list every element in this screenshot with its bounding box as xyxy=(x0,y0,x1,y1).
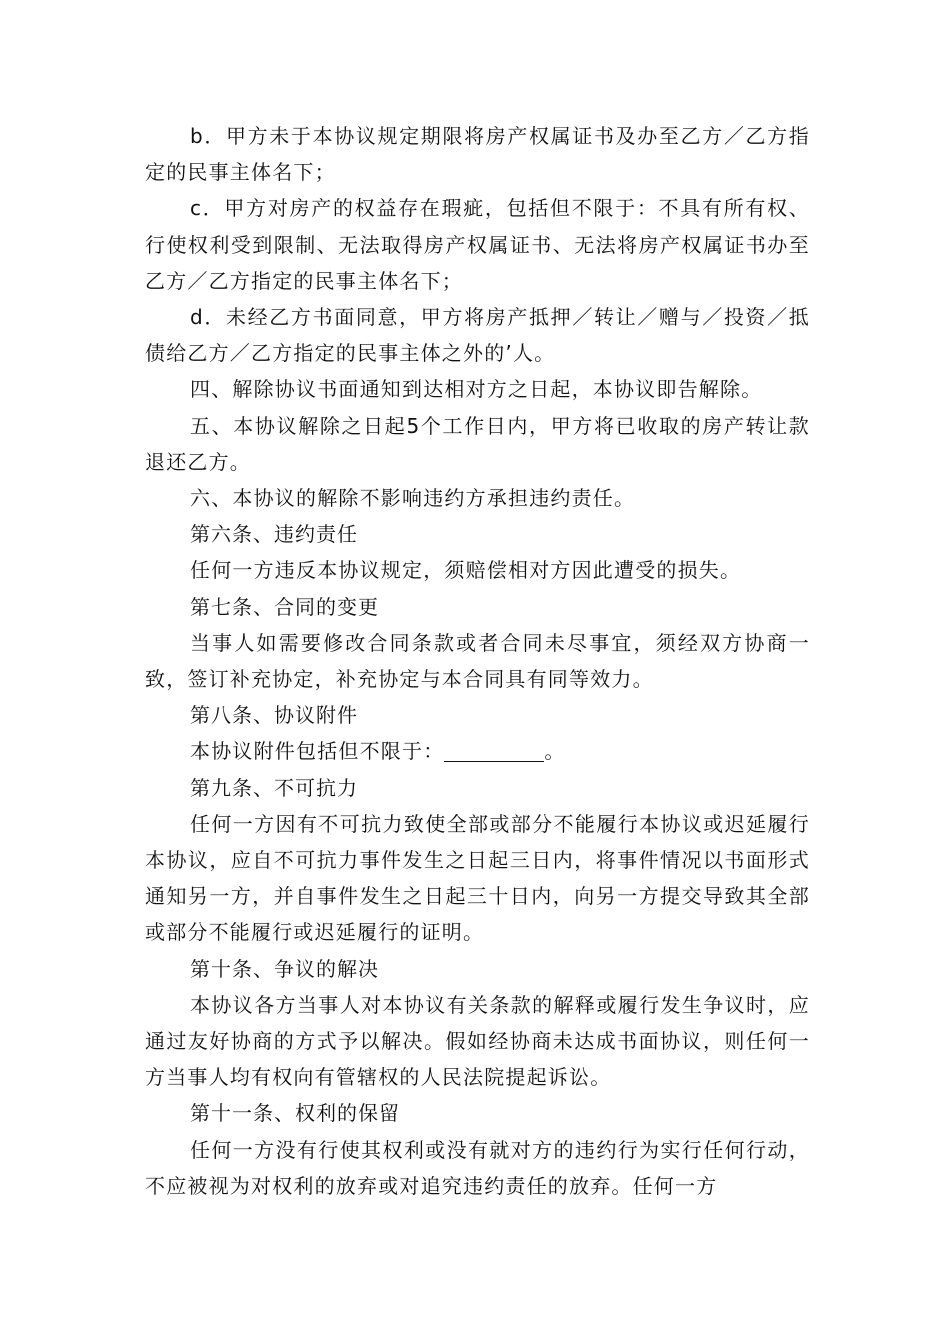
article-9-body: 任何一方因有不可抗力致使全部或部分不能履行本协议或迟延履行本协议，应自不可抗力事件发生之日起三日内，将事件情况以书面形式通知另一方，并自事件发生之日起三十日内，向另一方提交导致其全部或部分不能履行或迟延履行的证明。 xyxy=(145,811,810,945)
document-body xyxy=(145,118,810,1204)
article-8-body xyxy=(145,733,810,769)
article-8-title: 第八条、协议附件 xyxy=(190,703,358,728)
article-6-title: 第六条、违约责任 xyxy=(190,522,358,547)
clause-d: d．未经乙方书面同意，甲方将房产抵押／转让／赠与／投资／抵债给乙方／乙方指定的民事主体之外的’人。 xyxy=(145,305,810,366)
article-7-title: 第七条、合同的变更 xyxy=(190,594,379,619)
article-6-body: 任何一方违反本协议规定，须赔偿相对方因此遭受的损失。 xyxy=(190,558,742,583)
item-five: 五、本协议解除之日起5个工作日内，甲方将已收取的房产转让款退还乙方。 xyxy=(145,413,810,474)
article-7-body: 当事人如需要修改合同条款或者合同未尽事宜，须经双方协商一致，签订补充协定，补充协定与本合同具有同等效力。 xyxy=(145,630,810,692)
clause-b: b．甲方未于本协议规定期限将房产权属证书及办至乙方／乙方指定的民事主体名下； xyxy=(145,124,810,185)
article-11-body: 任何一方没有行使其权利或没有就对方的违约行为实行任何行动，不应被视为对权利的放弃或对追究违约责任的放弃。任何一方 xyxy=(145,1137,810,1198)
article-9-title: 第九条、不可抗力 xyxy=(190,775,358,800)
article-10-title: 第十条、争议的解决 xyxy=(190,956,379,981)
attachment-blank-line xyxy=(444,739,544,762)
clause-c: c．甲方对房产的权益存在瑕疵，包括但不限于：不具有所有权、行使权利受到限制、无法取得房产权属证书、无法将房产权属证书办至乙方／乙方指定的民事主体名下； xyxy=(145,196,810,293)
item-four: 四、解除协议书面通知到达相对方之日起，本协议即告解除。 xyxy=(190,377,763,402)
article-8-body-prefix: 本协议附件包括但不限于： xyxy=(190,739,445,764)
article-11-title: 第十一条、权利的保留 xyxy=(190,1101,400,1126)
article-8-body-suffix: 。 xyxy=(544,739,566,764)
item-six: 六、本协议的解除不影响违约方承担违约责任。 xyxy=(190,486,636,511)
article-10-body: 本协议各方当事人对本协议有关条款的解释或履行发生争议时，应通过友好协商的方式予以解决。假如经协商未达成书面协议，则任何一方当事人均有权向有管辖权的人民法院提起诉讼。 xyxy=(145,992,810,1090)
